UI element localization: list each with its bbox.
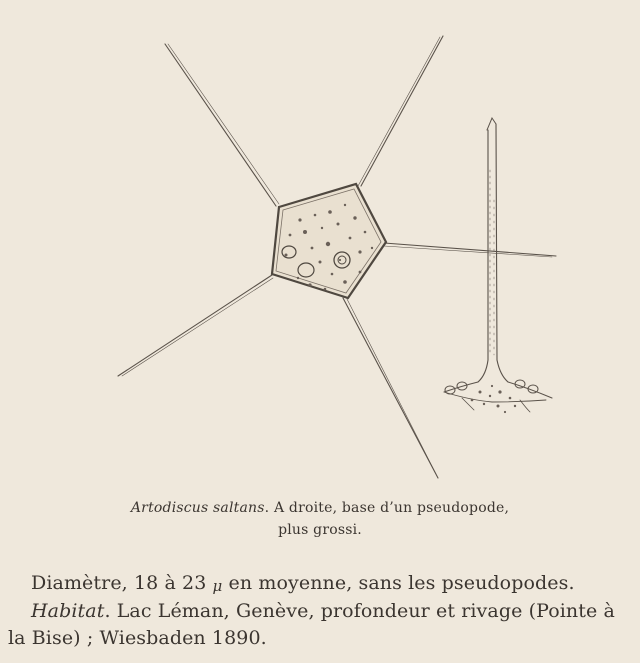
- pseudopod-lower: [343, 298, 438, 478]
- diameter-line: [8, 570, 638, 598]
- caption-line-1: [0, 497, 640, 519]
- pseudopod-base-detail: [444, 118, 552, 413]
- pseudopod-upper-right: [361, 36, 443, 186]
- caption-line-1-text: . A droite, base d’un pseudopode,: [264, 500, 510, 516]
- micron-symbol: μ: [212, 577, 223, 595]
- figure-caption: [0, 497, 640, 541]
- habitat-label: Habitat: [31, 600, 105, 622]
- caption-line-2: plus grossi.: [278, 522, 362, 538]
- pseudopod-right: [384, 243, 556, 256]
- body-paragraph: [8, 570, 638, 652]
- diameter-text: Diamètre, 18 à 23: [31, 572, 213, 594]
- species-name: Artodiscus saltans: [130, 500, 265, 516]
- pseudopod-lower-left: [118, 275, 272, 376]
- pseudopod-upper-left: [165, 44, 276, 206]
- diameter-text-end: en moyenne, sans les pseudopodes.: [222, 572, 575, 594]
- habitat-line: [8, 598, 638, 625]
- cell-body: [272, 184, 386, 298]
- habitat-line-continued: la Bise) ; Wiesbaden 1890.: [8, 627, 267, 649]
- habitat-text: . Lac Léman, Genève, profondeur et rivage (Pointe à: [104, 600, 615, 622]
